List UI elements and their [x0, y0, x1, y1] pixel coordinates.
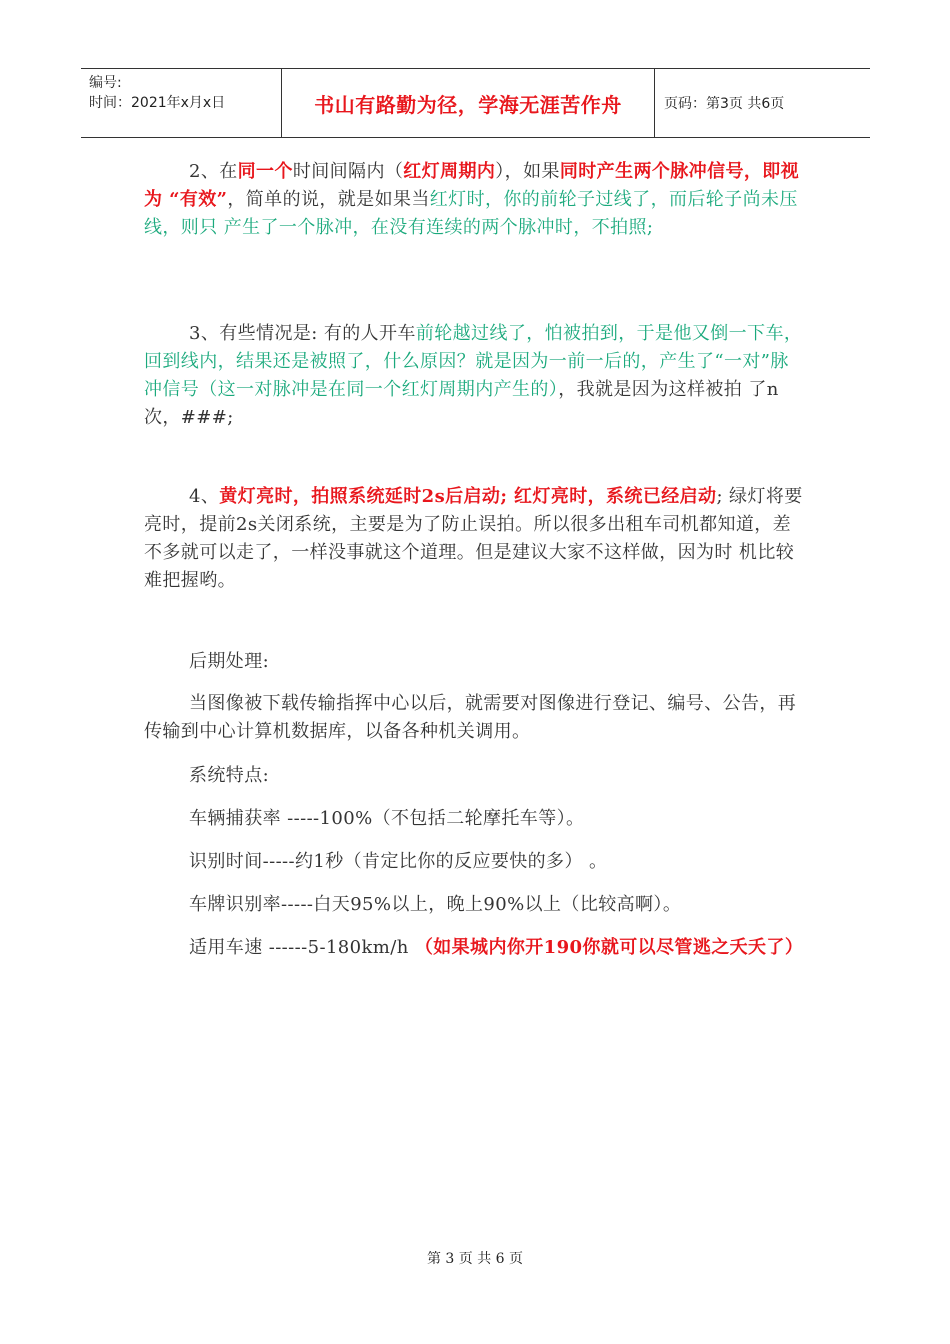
paragraph-3: 3、有些情况是: 有的人开车前轮越过线了，怕被拍到，于是他又倒一下车，回到线内，结果还是被照了，什么原因？就是因为一前一后的，产生了“一对”脉冲信号（这一对脉冲是在同一个红灯周期内产生的），我就是因为这样被拍 了n次，###; — [144, 323, 803, 428]
page-header — [81, 68, 870, 138]
feature-capture-rate: 车辆捕获率 -----100%（不包括二轮摩托车等）。 — [189, 808, 585, 829]
header-page-info: 页码：第3页 共6页 — [664, 96, 785, 112]
feature-recognition-time: 识别时间-----约1秒（肯定比你的反应要快的多） 。 — [189, 851, 608, 872]
feature-plate-rate: 车牌识别率-----白天95%以上，晚上90%以上（比较高啊）。 — [189, 894, 682, 915]
paragraph-4: 4、黄灯亮时，拍照系统延时2s后启动; 红灯亮时，系统已经启动; 绿灯将要亮时，提前2s关闭系统，主要是为了防止误拍。所以很多出租车司机都知道，差不多就可以走了，一样没事就这个道理。但是建议大家不这样做，因为时 机比较难把握哟。 — [144, 486, 803, 591]
post-processing-title: 后期处理: — [189, 651, 270, 672]
feature-speed: 适用车速 ------5-180km/h （如果城内你开190你就可以尽管逃之夭夭了） — [189, 937, 804, 958]
post-processing-text: 当图像被下载传输指挥中心以后，就需要对图像进行登记、编号、公告，再传输到中心计算机数据库，以备各种机关调用。 — [144, 693, 797, 742]
features-title: 系统特点: — [189, 765, 270, 786]
header-meta — [89, 73, 279, 113]
page-footer: 第 3 页 共 6 页 — [426, 1251, 524, 1267]
number-label: 编号: — [89, 75, 122, 91]
header-divider — [654, 69, 655, 137]
paragraph-2: 2、在同一个时间间隔内（红灯周期内），如果同时产生两个脉冲信号，即视为 “有效”，简单的说，就是如果当红灯时，你的前轮子过线了，而后轮子尚未压线，则只 产生了一个脉冲，在没有连续的两个脉冲时，不拍照; — [144, 161, 800, 238]
header-motto: 书山有路勤为径，学海无涯苦作舟 — [314, 92, 622, 117]
header-divider — [281, 69, 282, 137]
time-label: 时间：2021年x月x日 — [89, 95, 226, 111]
